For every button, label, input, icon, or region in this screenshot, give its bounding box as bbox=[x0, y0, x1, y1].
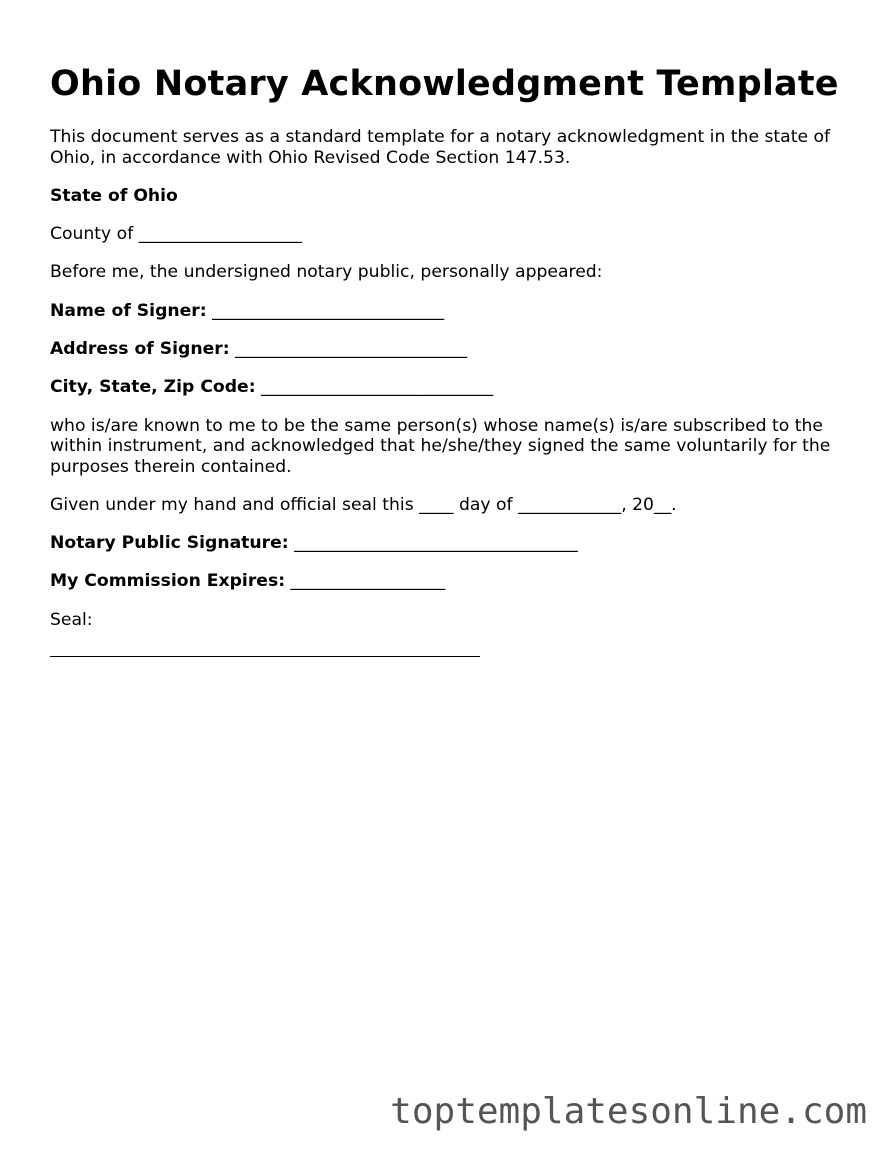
signer-address-row bbox=[50, 339, 850, 360]
county-line: County of ___________________ bbox=[50, 224, 302, 245]
document-title: Ohio Notary Acknowledgment Template bbox=[50, 64, 839, 104]
signer-address-label: Address of Signer: bbox=[50, 338, 230, 359]
city-state-zip-blank: ___________________________ bbox=[255, 377, 494, 398]
appearance-statement: Before me, the undersigned notary public, personally appeared: bbox=[50, 262, 603, 283]
signer-name-label: Name of Signer: bbox=[50, 300, 207, 321]
signer-name-blank: ___________________________ bbox=[206, 300, 445, 321]
document-page bbox=[50, 58, 850, 657]
commission-label: My Commission Expires: bbox=[50, 571, 286, 592]
acknowledgment-paragraph: who is/are known to me to be the same person(s) whose name(s) is/are subscribed to the within instrument, and acknowledged that he/she/they signed the same voluntarily for the purposes therein contained. bbox=[50, 415, 831, 477]
signer-address-blank: ___________________________ bbox=[229, 338, 468, 359]
intro-paragraph: This document serves as a standard template for a notary acknowledgment in the state of Ohio, in accordance with Ohio Revised Code Section 147.53. bbox=[50, 127, 831, 168]
signer-name-row bbox=[50, 301, 850, 322]
notary-signature-row bbox=[50, 533, 850, 554]
watermark: toptemplatesonline.com bbox=[390, 1091, 867, 1132]
seal-label: Seal: bbox=[50, 609, 93, 630]
state-heading: State of Ohio bbox=[50, 185, 178, 206]
seal-signature-line bbox=[50, 656, 480, 657]
notary-signature-label: Notary Public Signature: bbox=[50, 533, 289, 554]
commission-blank: __________________ bbox=[285, 571, 446, 592]
notary-signature-blank: _________________________________ bbox=[288, 533, 578, 554]
given-under-line: Given under my hand and official seal this ____ day of ____________, 20__. bbox=[50, 494, 677, 515]
city-state-zip-row bbox=[50, 377, 850, 398]
city-state-zip-label: City, State, Zip Code: bbox=[50, 377, 256, 398]
commission-row bbox=[50, 571, 850, 592]
